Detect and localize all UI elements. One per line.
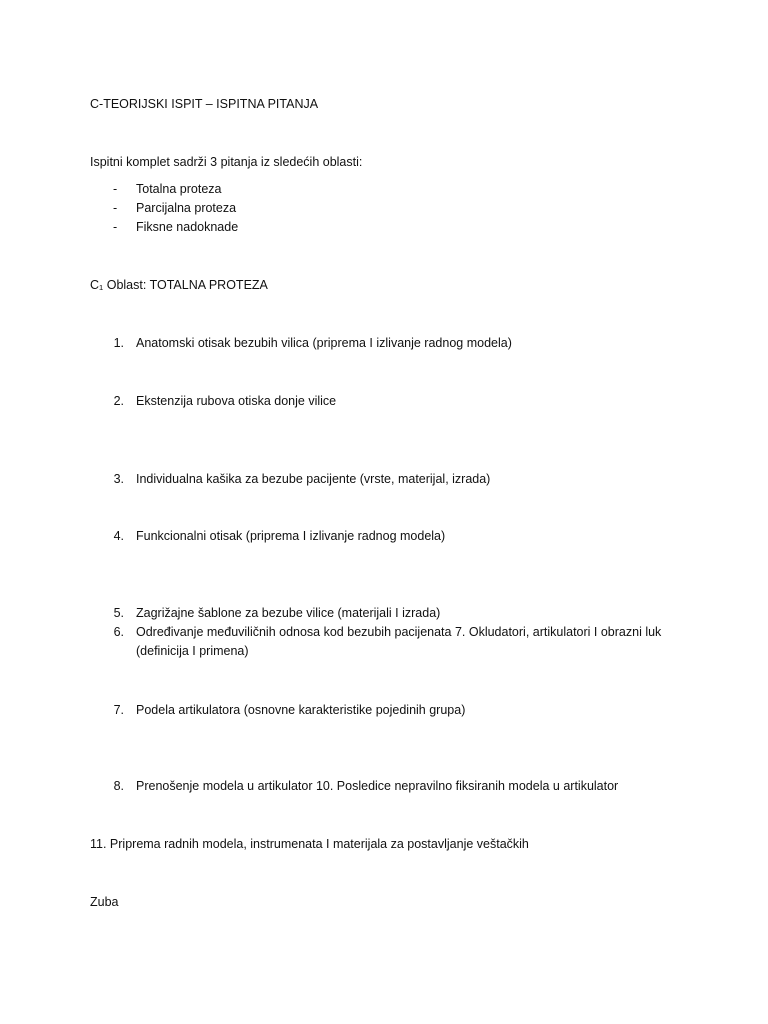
list-item-text: Parcijalna proteza: [136, 201, 237, 215]
list-item-text: Totalna proteza: [136, 182, 222, 196]
list-item-text: Fiksne nadoknade: [136, 220, 239, 234]
section-heading: C₁ Oblast: TOTALNA PROTEZA: [90, 278, 268, 292]
question-11: 11. Priprema radnih modela, instrumenata I materijala za postavljanje veštačkih: [90, 837, 529, 851]
question-number: 2.: [113, 394, 124, 408]
question-number: 8.: [113, 779, 124, 793]
intro-text: Ispitni komplet sadrži 3 pitanja iz sledećih oblasti:: [90, 155, 363, 169]
question-text: Podela artikulatora (osnovne karakteristike pojedinih grupa): [136, 703, 466, 717]
bullet-dash: -: [113, 201, 118, 215]
question-number: 1.: [113, 336, 124, 350]
question-text: Individualna kašika za bezube pacijente (vrste, materijal, izrada): [136, 472, 491, 486]
question-text: Zagrižajne šablone za bezube vilice (materijali I izrada): [136, 606, 441, 620]
question-number: 4.: [113, 529, 124, 543]
bullet-dash: -: [113, 220, 118, 234]
question-text: Ekstenzija rubova otiska donje vilice: [136, 394, 337, 408]
question-11-continued: Zuba: [90, 895, 119, 909]
question-number: 7.: [113, 703, 124, 717]
question-text: Određivanje međuviličnih odnosa kod bezubih pacijenata 7. Okludatori, artikulatori I obrazni luk: [136, 625, 662, 639]
question-text: Prenošenje modela u artikulator 10. Posledice nepravilno fiksiranih modela u artikulator: [136, 779, 619, 793]
question-number: 3.: [113, 472, 124, 486]
question-number: 5.: [113, 606, 124, 620]
question-number: 6.: [113, 625, 124, 639]
bullet-dash: -: [113, 182, 118, 196]
question-text: Funkcionalni otisak (priprema I izlivanje radnog modela): [136, 529, 446, 543]
document-title: C-TEORIJSKI ISPIT – ISPITNA PITANJA: [90, 97, 319, 111]
question-text: Anatomski otisak bezubih vilica (priprema I izlivanje radnog modela): [136, 336, 512, 350]
question-text-continued: (definicija I primena): [136, 644, 249, 658]
